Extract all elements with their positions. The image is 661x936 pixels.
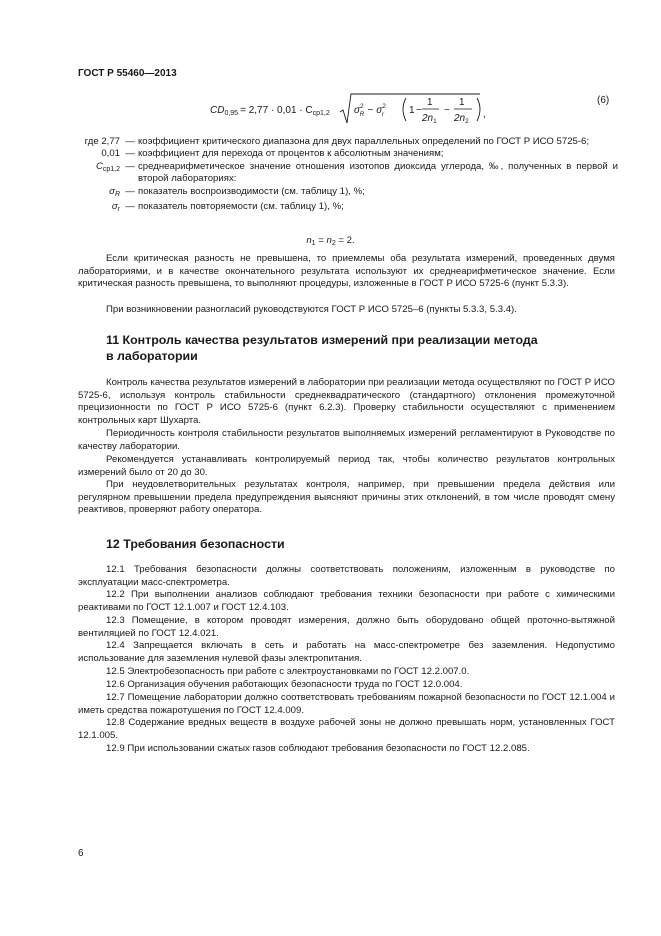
paragraph: Если критическая разность не превышена, то приемлемы оба результата измерений, проведенных двумя лабораториями, и в качестве окончательного результата используют их среднеарифметическое значение. Если критическая разность превышена, то выполняют процедуры, изложенные в ГОСТ Р ИСО 5725-6 (пункт 5.3.3). <box>78 253 615 290</box>
frac1-den: 2n <box>422 113 434 124</box>
paragraph: 12.8 Содержание вредных веществ в воздухе рабочей зоны не должно превышать норм, установленных ГОСТ 12.1.005. <box>78 717 615 741</box>
definition-item: $\sigma_r$ — показатель повторяемости (см. таблицу 1), %; <box>78 201 618 216</box>
svg-text:2n2 <box>453 113 469 125</box>
definitions-list <box>78 136 618 216</box>
sigma-R-sq: 2 <box>360 103 364 110</box>
svg-text:CD0,95= 2,77 · 0,01 · Cср1,2 <box>210 105 330 117</box>
paragraph: 12.4 Запрещается включать в сеть и работать на масс-спектрометре без заземления. Недопустимо использование для заземления нулевой фазы электропитания. <box>78 640 615 664</box>
definition-symbol: C <box>95 160 103 172</box>
formula-lhs: CD <box>210 105 225 116</box>
sigma-R-sub: R <box>359 111 365 118</box>
svg-text:2n1 <box>421 113 437 125</box>
definition-text: коэффициент критического диапазона для двух параллельных определений по ГОСТ Р ИСО 5725-6; <box>138 136 590 147</box>
frac1-num: 1 <box>427 97 433 108</box>
paragraph: 12.5 Электробезопасность при работе с электроустановками по ГОСТ 12.2.007.0. <box>106 666 470 677</box>
sigma-R: σ <box>354 105 361 116</box>
paragraph: Контроль качества результатов измерений в лаборатории при реализации метода осуществляют по ГОСТ Р ИСО 5725-6, используя контроль стабильности среднеквадратического (стандартного) отклонения промежуточной прецизионности по ГОСТ Р ИСО 5725-6 (пункт 6.2.3). Проверку стабильности осуществляют с применением контрольных карт Шухарта. <box>78 377 615 426</box>
frac1-den-sub: 1 <box>433 118 437 125</box>
definition-text: показатель повторяемости (см. таблицу 1), %; <box>138 201 344 213</box>
minus-3: − <box>444 105 450 116</box>
definition-symbol-sub: r <box>117 206 120 214</box>
definition-item: где 2,77 — коэффициент критического диапазона для двух параллельных определений по ГОСТ Р ИСО 5725-6; <box>78 136 618 148</box>
paragraph: При возникновении разногласий руководствуются ГОСТ Р ИСО 5725–6 (пункты 5.3.3, 5.3.4). <box>106 304 517 315</box>
paragraph: 12.6 Организация обучения работающих безопасности труда по ГОСТ 12.0.004. <box>106 679 463 690</box>
paragraph: Рекомендуется устанавливать контролируемый период так, чтобы количество результатов контрольных измерений было от 20 до 30. <box>78 454 615 478</box>
page-number: 6 <box>78 848 84 859</box>
definition-symbol-sub: ср1,2 <box>102 165 120 173</box>
paragraph: 12.2 При выполнении анализов соблюдают требования техники безопасности при работе с химическими реактивами по ГОСТ 12.1.007 и ГОСТ 12.4.103. <box>78 589 615 613</box>
paragraph: Периодичность контроля стабильности результатов выполняемых измерений регламентируют в Руководстве по качеству лаборатории. <box>78 428 615 452</box>
formula-6 <box>210 90 500 128</box>
formula-number: (6) <box>597 95 610 106</box>
paragraph: 12.7 Помещение лаборатории должно соответствовать требованиям пожарной безопасности по ГОСТ 12.1.004 и иметь средства пожаротушения по ГОСТ 12.4.009. <box>78 692 615 716</box>
section-12-title: 12 Требования безопасности <box>106 537 285 551</box>
definition-item: 0,01 — коэффициент для перехода от процентов к абсолютным значениям; <box>78 148 618 160</box>
document-header: ГОСТ Р 55460—2013 <box>78 68 177 79</box>
svg-text:,: , <box>483 109 486 120</box>
n-equality: $n_1 = n_2 = 2$. <box>306 235 355 247</box>
frac2-num: 1 <box>459 97 465 108</box>
definition-symbol: где 2,77 <box>84 136 120 147</box>
minus-1: − <box>367 105 374 116</box>
definition-symbol: σ <box>109 185 115 197</box>
one-term: 1 <box>409 105 415 116</box>
sigma-r-sub: r <box>381 111 385 118</box>
definition-symbol-sub: R <box>114 190 120 198</box>
formula-lhs-sub: 0,95 <box>224 110 239 117</box>
paragraph: 12.1 Требования безопасности должны соответствовать положениям, изложенным в руководстве по эксплуатации масс-спектрометра. <box>78 564 615 588</box>
definition-text: среднеарифметическое значение отношения изотопов диоксида углерода, ‰, полученных в первой и второй лабораториях: <box>138 160 618 185</box>
definition-symbol: σ <box>111 201 118 213</box>
frac2-den: 2n <box>454 113 466 124</box>
paragraph: При неудовлетворительных результатах контроля, например, при превышении предела действия или регулярном превышении предела предупреждения выясняют причины этих отклонений, в том числе проводят смену реактивов, проверяют работу оператора. <box>78 479 615 516</box>
definition-item: $C_{ср1,2}$ — среднеарифметическое значение отношения изотопов диоксида углерода, ‰, полученных в первой и второй лабораториях: <box>95 160 618 185</box>
frac2-den-sub: 2 <box>465 118 469 125</box>
definition-text: показатель воспроизводимости (см. таблицу 1), %; <box>138 185 365 197</box>
formula-c-sub: ср1,2 <box>312 110 330 117</box>
paragraph: 12.3 Помещение, в котором проводят измерения, должно быть оборудовано общей проточно-вытяжной вентиляцией по ГОСТ 12.4.021. <box>78 615 615 639</box>
svg-text:σ2R−σ2r <box>354 103 386 118</box>
sigma-r: σ <box>376 105 383 116</box>
sigma-r-sq: 2 <box>382 103 386 110</box>
paragraph: 12.9 При использовании сжатых газов соблюдают требования безопасности по ГОСТ 12.2.085. <box>106 743 530 754</box>
definition-item: $\sigma_R$ — показатель воспроизводимости (см. таблицу 1), %; <box>78 186 618 201</box>
definition-text: коэффициент для перехода от процентов к абсолютным значениям; <box>138 148 444 160</box>
section-11-title: 11 Контроль качества результатов измерений при реализации метода в лаборатории <box>106 333 538 363</box>
minus-2: − <box>416 105 422 116</box>
formula-eq: = 2,77 · 0,01 · C <box>240 105 313 116</box>
definition-symbol: 0,01 <box>101 148 120 160</box>
